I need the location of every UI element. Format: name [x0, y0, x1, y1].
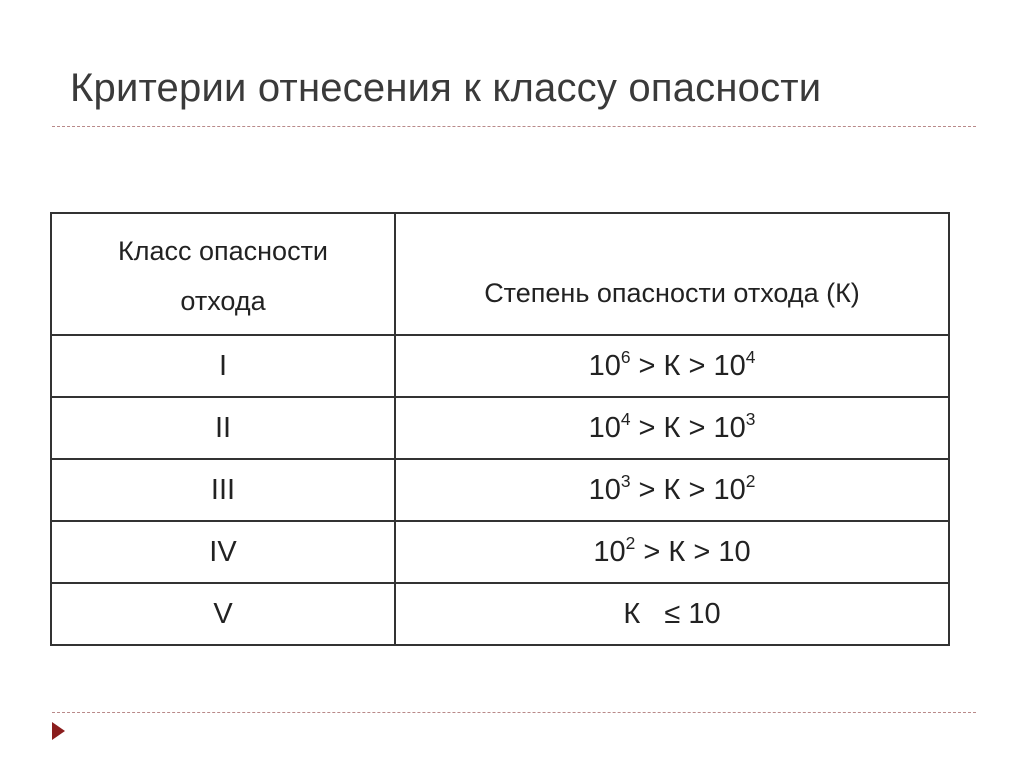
header-hazard-class-line2: отхода	[180, 286, 266, 316]
cell-degree: $10^3 > К > 10^2$	[395, 459, 949, 521]
slide-title: Критерии отнесения к классу опасности	[70, 66, 822, 110]
footer-divider	[52, 712, 976, 713]
cell-degree: К ≤ 10	[395, 583, 949, 645]
table-row	[51, 459, 949, 521]
cell-class: II	[51, 397, 395, 459]
play-triangle-icon[interactable]	[52, 722, 65, 740]
table-row	[51, 583, 949, 645]
table-header-row	[51, 213, 949, 335]
header-hazard-class-line1: Класс опасности	[117, 236, 329, 266]
table-row	[51, 521, 949, 583]
title-divider	[52, 126, 976, 127]
header-hazard-class	[51, 213, 395, 335]
hazard-class-table	[50, 212, 950, 646]
cell-class: III	[51, 459, 395, 521]
cell-degree: $10^4 > К > 10^3$	[395, 397, 949, 459]
cell-class: V	[51, 583, 395, 645]
header-hazard-degree: Степень опасности отхода (К)	[395, 213, 949, 335]
cell-class: IV	[51, 521, 395, 583]
cell-degree: $10^2 > К > 10$	[395, 521, 949, 583]
table-row	[51, 335, 949, 397]
table-row	[51, 397, 949, 459]
cell-class: I	[51, 335, 395, 397]
cell-degree: $10^6 > К > 10^4$	[395, 335, 949, 397]
